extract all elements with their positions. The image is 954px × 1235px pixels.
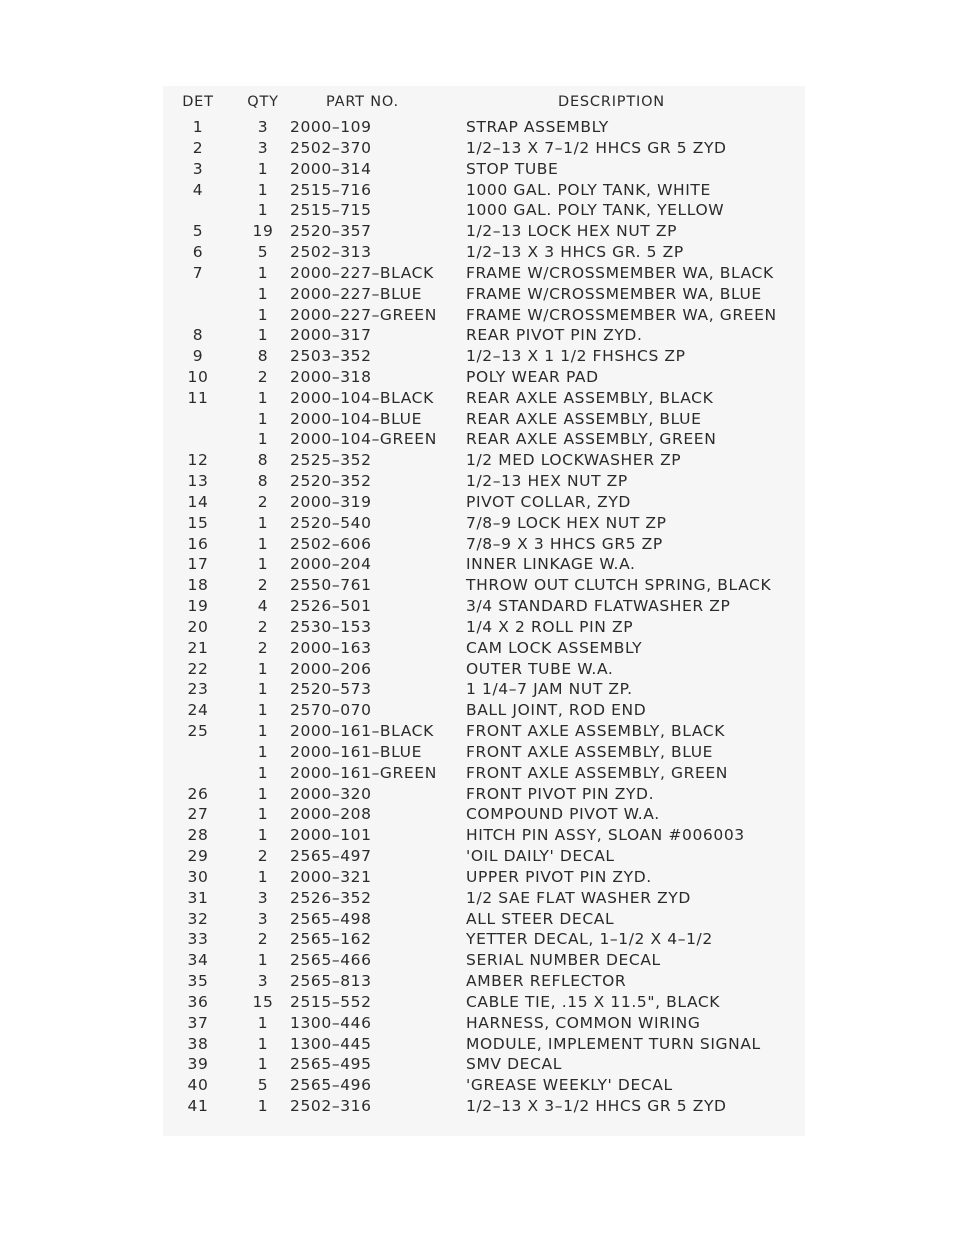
table-row: [163, 534, 805, 554]
row-part-no: 2565–466: [290, 951, 372, 970]
row-part-no: 2526–352: [290, 888, 372, 907]
row-part-no: 2000–163: [290, 638, 372, 657]
row-description: FRAME W/CROSSMEMBER WA, BLACK: [466, 263, 774, 282]
row-part-no: 2530–153: [290, 617, 372, 636]
row-det: 30: [187, 867, 209, 886]
row-qty: 1: [257, 763, 269, 782]
row-part-no: 2000–227–BLACK: [290, 263, 434, 282]
table-row: [163, 367, 805, 387]
row-det: 35: [187, 972, 209, 990]
row-qty: 1: [257, 1097, 269, 1115]
row-description: 'OIL DAILY' DECAL: [466, 847, 615, 865]
table-header: [163, 92, 805, 112]
table-row: [163, 679, 805, 699]
row-description: MODULE, IMPLEMENT TURN SIGNAL: [466, 1034, 761, 1053]
table-row: [163, 471, 805, 491]
row-qty: 1: [257, 805, 269, 824]
table-row: [163, 825, 805, 845]
row-qty: 1: [257, 326, 269, 345]
header-det: DET: [182, 94, 214, 110]
table-row: [163, 263, 805, 283]
table-row: [163, 242, 805, 262]
row-qty: 2: [257, 576, 269, 595]
row-qty: 19: [252, 222, 274, 241]
row-det: 20: [187, 617, 209, 636]
row-part-no: 2000–227–BLUE: [290, 284, 422, 303]
table-row: [163, 554, 805, 574]
row-part-no: 2000–204: [290, 555, 372, 574]
row-qty: 1: [257, 1034, 269, 1053]
row-det: 39: [187, 1055, 209, 1074]
row-part-no: 2000–161–BLUE: [290, 742, 422, 761]
table-row: [163, 1075, 805, 1095]
row-part-no: 2502–370: [290, 138, 372, 157]
table-row: [163, 325, 805, 345]
row-part-no: 2000–318: [290, 368, 372, 386]
table-row: [163, 388, 805, 408]
row-det: 24: [187, 701, 209, 720]
row-description: AMBER REFLECTOR: [466, 972, 627, 990]
row-part-no: 1300–446: [290, 1013, 372, 1032]
row-description: 1/2–13 X 7–1/2 HHCS GR 5 ZYD: [466, 138, 727, 157]
row-part-no: 2000–101: [290, 826, 372, 845]
row-part-no: 2565–162: [290, 930, 372, 949]
row-qty: 1: [257, 1013, 269, 1032]
row-part-no: 2000–227–GREEN: [290, 305, 437, 324]
row-description: 1/2–13 HEX NUT ZP: [466, 472, 628, 491]
row-description: INNER LINKAGE W.A.: [466, 555, 636, 574]
row-qty: 1: [257, 826, 269, 845]
table-row: [163, 575, 805, 595]
row-description: 1000 GAL. POLY TANK, YELLOW: [466, 201, 725, 220]
row-description: SMV DECAL: [466, 1055, 562, 1074]
row-part-no: 2000–161–GREEN: [290, 763, 437, 782]
row-part-no: 2565–496: [290, 1076, 372, 1095]
table-row: [163, 1013, 805, 1033]
row-description: 7/8–9 LOCK HEX NUT ZP: [466, 513, 667, 532]
table-row: [163, 1034, 805, 1054]
row-description: YETTER DECAL, 1–1/2 X 4–1/2: [466, 930, 713, 949]
row-qty: 1: [257, 201, 269, 220]
row-det: 12: [187, 451, 209, 470]
row-det: 3: [192, 159, 204, 178]
row-det: 22: [187, 659, 209, 678]
table-row: [163, 659, 805, 679]
table-row: [163, 784, 805, 804]
row-description: 1/4 X 2 ROLL PIN ZP: [466, 617, 634, 636]
row-description: 1/2 SAE FLAT WASHER ZYD: [466, 888, 691, 907]
row-qty: 1: [257, 701, 269, 720]
row-description: PIVOT COLLAR, ZYD: [466, 492, 631, 511]
row-qty: 1: [257, 784, 269, 803]
row-part-no: 2570–070: [290, 701, 372, 720]
row-det: 16: [187, 534, 209, 553]
row-det: 18: [187, 576, 209, 595]
row-part-no: 2000–319: [290, 492, 372, 511]
row-description: 1/2–13 X 3–1/2 HHCS GR 5 ZYD: [466, 1097, 727, 1115]
table-row: [163, 846, 805, 866]
table-row: [163, 221, 805, 241]
row-part-no: 2000–321: [290, 867, 372, 886]
row-qty: 1: [257, 513, 269, 532]
header-part-no: PART NO.: [326, 94, 399, 110]
row-description: 1/2 MED LOCKWASHER ZP: [466, 451, 682, 470]
row-qty: 3: [257, 888, 269, 907]
table-row: [163, 159, 805, 179]
row-qty: 3: [257, 909, 269, 928]
row-description: REAR AXLE ASSEMBLY, GREEN: [466, 430, 717, 449]
table-row: [163, 742, 805, 762]
row-description: ALL STEER DECAL: [466, 909, 615, 928]
table-row: [163, 763, 805, 783]
row-qty: 4: [257, 597, 269, 616]
table-row: [163, 929, 805, 949]
row-part-no: 2000–104–BLUE: [290, 409, 422, 428]
table-row: [163, 492, 805, 512]
row-qty: 1: [257, 1055, 269, 1074]
row-description: OUTER TUBE W.A.: [466, 659, 614, 678]
row-qty: 8: [257, 472, 269, 491]
row-description: 3/4 STANDARD FLATWASHER ZP: [466, 597, 731, 616]
parts-list-table: [163, 86, 805, 1136]
row-description: UPPER PIVOT PIN ZYD.: [466, 867, 652, 886]
row-qty: 1: [257, 263, 269, 282]
table-row: [163, 200, 805, 220]
table-row: [163, 284, 805, 304]
row-qty: 1: [257, 305, 269, 324]
table-row: [163, 117, 805, 137]
table-row: [163, 1096, 805, 1116]
row-description: CAM LOCK ASSEMBLY: [466, 638, 643, 657]
table-row: [163, 450, 805, 470]
table-row: [163, 867, 805, 887]
table-row: [163, 909, 805, 929]
row-det: 21: [187, 638, 209, 657]
row-part-no: 2000–320: [290, 784, 372, 803]
row-det: 15: [187, 513, 209, 532]
row-qty: 1: [257, 180, 269, 199]
table-row: [163, 888, 805, 908]
row-det: 6: [192, 243, 204, 261]
row-det: 9: [192, 347, 204, 366]
row-qty: 2: [257, 638, 269, 657]
row-det: 10: [187, 368, 209, 386]
row-part-no: 2502–606: [290, 534, 372, 553]
row-det: 32: [187, 909, 209, 928]
row-det: 23: [187, 680, 209, 699]
row-det: 4: [192, 180, 204, 199]
row-description: REAR AXLE ASSEMBLY, BLACK: [466, 388, 714, 407]
row-description: COMPOUND PIVOT W.A.: [466, 805, 660, 824]
row-part-no: 2000–314: [290, 159, 372, 178]
row-qty: 1: [257, 409, 269, 428]
row-part-no: 2000–109: [290, 118, 372, 136]
row-det: 11: [187, 388, 209, 407]
row-description: REAR PIVOT PIN ZYD.: [466, 326, 643, 345]
row-description: THROW OUT CLUTCH SPRING, BLACK: [466, 576, 772, 595]
row-description: 1/2–13 X 1 1/2 FHSHCS ZP: [466, 347, 686, 366]
row-qty: 1: [257, 742, 269, 761]
row-part-no: 2565–495: [290, 1055, 372, 1074]
row-part-no: 2515–715: [290, 201, 372, 220]
table-row: [163, 305, 805, 325]
row-det: 25: [187, 722, 209, 741]
row-part-no: 2550–761: [290, 576, 372, 595]
table-row: [163, 180, 805, 200]
row-det: 31: [187, 888, 209, 907]
row-part-no: 2000–104–BLACK: [290, 388, 434, 407]
row-qty: 2: [257, 492, 269, 511]
table-row: [163, 700, 805, 720]
table-row: [163, 804, 805, 824]
row-det: 13: [187, 472, 209, 491]
row-qty: 2: [257, 847, 269, 865]
row-description: 7/8–9 X 3 HHCS GR5 ZP: [466, 534, 663, 553]
table-row: [163, 429, 805, 449]
row-det: 37: [187, 1013, 209, 1032]
row-part-no: 2000–206: [290, 659, 372, 678]
row-qty: 3: [257, 118, 269, 136]
row-det: 38: [187, 1034, 209, 1053]
row-qty: 1: [257, 951, 269, 970]
row-qty: 1: [257, 430, 269, 449]
row-qty: 1: [257, 534, 269, 553]
row-part-no: 2565–497: [290, 847, 372, 865]
row-det: 34: [187, 951, 209, 970]
row-part-no: 2000–161–BLACK: [290, 722, 434, 741]
row-part-no: 2526–501: [290, 597, 372, 616]
row-det: 33: [187, 930, 209, 949]
row-qty: 8: [257, 347, 269, 366]
table-row: [163, 971, 805, 991]
row-det: 40: [187, 1076, 209, 1095]
row-qty: 1: [257, 722, 269, 741]
row-part-no: 2565–498: [290, 909, 372, 928]
row-det: 17: [187, 555, 209, 574]
row-description: FRONT PIVOT PIN ZYD.: [466, 784, 655, 803]
row-part-no: 2000–208: [290, 805, 372, 824]
row-description: POLY WEAR PAD: [466, 368, 599, 386]
row-description: CABLE TIE, .15 X 11.5", BLACK: [466, 992, 721, 1011]
row-description: FRAME W/CROSSMEMBER WA, BLUE: [466, 284, 762, 303]
row-qty: 3: [257, 972, 269, 990]
row-qty: 1: [257, 680, 269, 699]
row-qty: 3: [257, 138, 269, 157]
row-part-no: 2502–313: [290, 243, 372, 261]
table-row: [163, 596, 805, 616]
row-qty: 8: [257, 451, 269, 470]
row-description: FRAME W/CROSSMEMBER WA, GREEN: [466, 305, 777, 324]
row-qty: 2: [257, 368, 269, 386]
row-description: 1000 GAL. POLY TANK, WHITE: [466, 180, 711, 199]
row-description: HARNESS, COMMON WIRING: [466, 1013, 701, 1032]
row-det: 1: [192, 118, 204, 136]
row-description: BALL JOINT, ROD END: [466, 701, 647, 720]
row-description: FRONT AXLE ASSEMBLY, BLACK: [466, 722, 725, 741]
row-description: 1/2–13 LOCK HEX NUT ZP: [466, 222, 678, 241]
row-qty: 2: [257, 617, 269, 636]
row-det: 36: [187, 992, 209, 1011]
table-row: [163, 721, 805, 741]
row-det: 19: [187, 597, 209, 616]
row-description: FRONT AXLE ASSEMBLY, BLUE: [466, 742, 714, 761]
table-row: [163, 409, 805, 429]
table-row: [163, 950, 805, 970]
row-part-no: 2502–316: [290, 1097, 372, 1115]
row-part-no: 1300–445: [290, 1034, 372, 1053]
row-part-no: 2515–716: [290, 180, 372, 199]
table-row: [163, 617, 805, 637]
row-description: STRAP ASSEMBLY: [466, 118, 609, 136]
row-qty: 2: [257, 930, 269, 949]
row-description: REAR AXLE ASSEMBLY, BLUE: [466, 409, 702, 428]
row-det: 26: [187, 784, 209, 803]
table-row: [163, 346, 805, 366]
row-det: 7: [192, 263, 204, 282]
row-qty: 1: [257, 659, 269, 678]
row-det: 5: [192, 222, 204, 241]
table-row: [163, 992, 805, 1012]
row-part-no: 2520–540: [290, 513, 372, 532]
row-qty: 5: [257, 243, 269, 261]
row-qty: 1: [257, 388, 269, 407]
row-qty: 1: [257, 159, 269, 178]
row-description: STOP TUBE: [466, 159, 559, 178]
row-description: 1 1/4–7 JAM NUT ZP.: [466, 680, 633, 699]
row-det: 8: [192, 326, 204, 345]
row-part-no: 2000–104–GREEN: [290, 430, 437, 449]
header-qty: QTY: [247, 94, 279, 110]
row-part-no: 2503–352: [290, 347, 372, 366]
row-qty: 5: [257, 1076, 269, 1095]
row-description: 1/2–13 X 3 HHCS GR. 5 ZP: [466, 243, 684, 261]
row-qty: 15: [252, 992, 274, 1011]
row-part-no: 2000–317: [290, 326, 372, 345]
table-row: [163, 638, 805, 658]
row-part-no: 2520–357: [290, 222, 372, 241]
row-part-no: 2515–552: [290, 992, 372, 1011]
row-part-no: 2565–813: [290, 972, 372, 990]
row-qty: 1: [257, 284, 269, 303]
row-det: 29: [187, 847, 209, 865]
row-description: 'GREASE WEEKLY' DECAL: [466, 1076, 673, 1095]
row-description: SERIAL NUMBER DECAL: [466, 951, 661, 970]
row-det: 2: [192, 138, 204, 157]
table-row: [163, 1054, 805, 1074]
row-det: 14: [187, 492, 209, 511]
row-qty: 1: [257, 555, 269, 574]
row-part-no: 2525–352: [290, 451, 372, 470]
table-row: [163, 513, 805, 533]
header-description: DESCRIPTION: [558, 94, 665, 110]
row-description: FRONT AXLE ASSEMBLY, GREEN: [466, 763, 728, 782]
row-qty: 1: [257, 867, 269, 886]
table-row: [163, 138, 805, 158]
row-det: 28: [187, 826, 209, 845]
row-det: 27: [187, 805, 209, 824]
row-description: HITCH PIN ASSY, SLOAN #006003: [466, 826, 745, 845]
row-part-no: 2520–573: [290, 680, 372, 699]
row-part-no: 2520–352: [290, 472, 372, 491]
row-det: 41: [187, 1097, 209, 1115]
